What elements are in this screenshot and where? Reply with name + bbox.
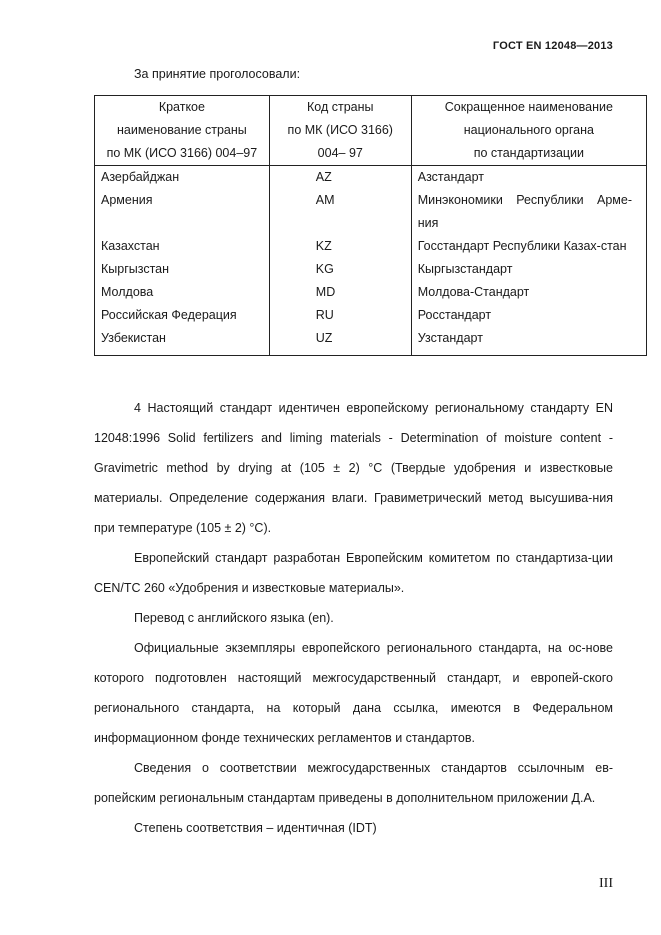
code-cell: MD <box>269 281 411 304</box>
body-cell: Узстандарт <box>411 327 646 356</box>
table-header-row <box>95 96 647 166</box>
country-cell: Казахстан <box>95 235 270 258</box>
table-row <box>95 304 647 327</box>
code-cell: KZ <box>269 235 411 258</box>
code-cell: AZ <box>269 166 411 190</box>
body-cell: Росстандарт <box>411 304 646 327</box>
code-cell: AM <box>269 189 411 235</box>
country-cell: Узбекистан <box>95 327 270 356</box>
paragraph-compliance-info: Сведения о соответствии межгосударственных стандартов ссылочным ев-ропейским региональным стандартам приведены в дополнительном приложении Д.А. <box>94 761 613 805</box>
country-cell: Российская Федерация <box>95 304 270 327</box>
code-cell: RU <box>269 304 411 327</box>
code-cell: KG <box>269 258 411 281</box>
column-header-country: Краткое наименование страны по МК (ИСО 3166) 004–97 <box>95 96 270 166</box>
body-text <box>94 393 613 843</box>
column-header-standards-body: Сокращенное наименование национального органа по стандартизации <box>411 96 646 166</box>
country-cell: Армения <box>95 189 270 235</box>
country-cell: Азербайджан <box>95 166 270 190</box>
paragraph-official-copies: Официальные экземпляры европейского регионального стандарта, на ос-нове которого подготовлен настоящий межгосударственный стандарт, и европей-ского регионального стандарта, на который дана ссылка, имеются в Федеральном информационном фонде технических регламентов и стандартов. <box>94 641 613 745</box>
table-row <box>95 281 647 304</box>
body-cell: Кыргызстандарт <box>411 258 646 281</box>
voting-table <box>94 95 647 356</box>
country-cell: Кыргызстан <box>95 258 270 281</box>
table-row <box>95 258 647 281</box>
page-number: III <box>599 876 613 891</box>
country-cell: Молдова <box>95 281 270 304</box>
code-cell: UZ <box>269 327 411 356</box>
table-row <box>95 327 647 356</box>
body-cell: Молдова-Стандарт <box>411 281 646 304</box>
body-cell: Азстандарт <box>411 166 646 190</box>
table-row <box>95 166 647 190</box>
paragraph-developer: Европейский стандарт разработан Европейским комитетом по стандартиза-ции CEN/TC 260 «Удобрения и известковые материалы». <box>94 551 613 595</box>
voted-label: За принятие проголосовали: <box>134 67 301 81</box>
document-header: ГОСТ EN 12048—2013 <box>492 40 613 52</box>
paragraph-translation: Перевод с английского языка (en). <box>134 611 334 625</box>
paragraph-degree: Степень соответствия – идентичная (IDT) <box>134 821 377 835</box>
body-cell: Госстандарт Республики Казах-стан <box>411 235 646 258</box>
table-row <box>95 235 647 258</box>
table-row <box>95 189 647 235</box>
column-header-code: Код страны по МК (ИСО 3166) 004– 97 <box>269 96 411 166</box>
paragraph-standard-identity: 4 Настоящий стандарт идентичен европейскому региональному стандарту EN 12048:1996 Solid fertilizers and liming materials - Determination of moisture content - Gravimetric method by drying at (105 ± 2) °C (Твердые удобрения и известковые материалы. Определение содержания влаги. Гравиметрический метод высушива-ния при температуре (105 ± 2) °С). <box>94 401 613 535</box>
body-cell: Минэкономики Республики Арме-ния <box>411 189 646 235</box>
